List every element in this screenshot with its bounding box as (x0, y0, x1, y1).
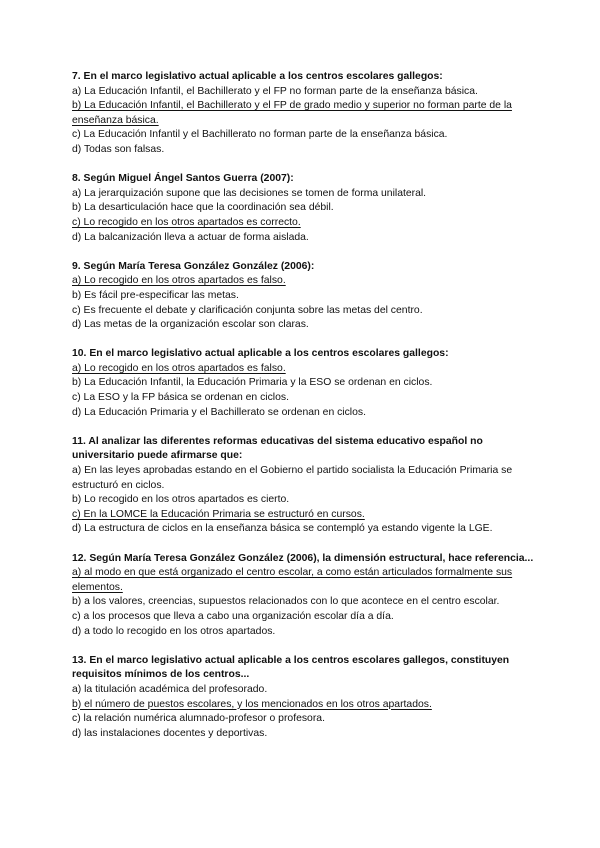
answer-option-d: d) La balcanización lleva a actuar de forma aislada. (72, 231, 309, 243)
question-12 (72, 552, 542, 640)
answer-option-a: a) la titulación académica del profesorado. (72, 683, 268, 695)
question-7 (72, 70, 542, 158)
question-title: 8. Según Miguel Ángel Santos Guerra (2007): (72, 173, 294, 185)
document-page (72, 70, 542, 756)
answer-option-a: a) En las leyes aprobadas estando en el Gobierno el partido socialista la Educación Primaria se estructuró en ciclos. (72, 465, 513, 491)
answer-option-a: a) La jerarquización supone que las decisiones se tomen de forma unilateral. (72, 187, 427, 199)
question-title: 12. Según María Teresa González González (2006), la dimensión estructural, hace referencia... (72, 552, 534, 564)
answer-option-b-underlined: b) La Educación Infantil, el Bachillerato y el FP de grado medio y superior no forman parte de la enseñanza básica. (72, 100, 512, 126)
answer-option-b-underlined: b) el número de puestos escolares, y los mencionados en los otros apartados. (72, 698, 432, 710)
answer-option-a: a) La Educación Infantil, el Bachillerato y el FP no forman parte de la enseñanza básica. (72, 85, 478, 97)
question-title: 10. En el marco legislativo actual aplicable a los centros escolares gallegos: (72, 348, 449, 360)
answer-option-a-underlined: a) al modo en que está organizado el centro escolar, a como están articulados formalmente sus elementos. (72, 567, 513, 593)
answer-option-d: d) Las metas de la organización escolar son claras. (72, 319, 309, 331)
question-title: 7. En el marco legislativo actual aplicable a los centros escolares gallegos: (72, 71, 443, 82)
answer-option-a-underlined: a) Lo recogido en los otros apartados es falso. (72, 362, 286, 374)
answer-option-c: c) la relación numérica alumnado-profesor o profesora. (72, 713, 325, 725)
question-title: 11. Al analizar las diferentes reformas educativas del sistema educativo español no universitario puede afirmarse que: (72, 435, 483, 462)
answer-option-c: c) La ESO y la FP básica se ordenan en ciclos. (72, 392, 289, 404)
question-8 (72, 172, 542, 245)
answer-option-d: d) La estructura de ciclos en la enseñanza básica se contempló ya estando vigente la LGE. (72, 523, 493, 535)
answer-option-b: b) Es fácil pre-especificar las metas. (72, 289, 239, 301)
answer-option-c: c) La Educación Infantil y el Bachillerato no forman parte de la enseñanza básica. (72, 129, 448, 141)
question-9 (72, 260, 542, 333)
answer-option-b: b) La Educación Infantil, la Educación Primaria y la ESO se ordenan en ciclos. (72, 377, 433, 389)
answer-option-c: c) Es frecuente el debate y clarificación conjunta sobre las metas del centro. (72, 304, 423, 316)
answer-option-d: d) las instalaciones docentes y deportivas. (72, 727, 268, 739)
question-13 (72, 654, 542, 742)
answer-option-c-underlined: c) Lo recogido en los otros apartados es correcto. (72, 216, 301, 228)
answer-option-a-underlined: a) Lo recogido en los otros apartados es falso. (72, 275, 286, 287)
answer-option-d: d) a todo lo recogido en los otros apartados. (72, 625, 276, 637)
answer-option-b: b) La desarticulación hace que la coordinación sea débil. (72, 202, 334, 214)
answer-option-b: b) Lo recogido en los otros apartados es cierto. (72, 494, 290, 506)
question-11 (72, 435, 542, 537)
question-title: 9. Según María Teresa González González (2006): (72, 260, 315, 272)
answer-option-d: d) Todas son falsas. (72, 143, 165, 155)
question-10 (72, 347, 542, 420)
answer-option-c-underlined: c) En la LOMCE la Educación Primaria se estructuró en cursos. (72, 508, 365, 520)
answer-option-b: b) a los valores, creencias, supuestos relacionados con lo que acontece en el centro escolar. (72, 596, 500, 608)
answer-option-d: d) La Educación Primaria y el Bachillerato se ordenan en ciclos. (72, 406, 366, 418)
question-title: 13. En el marco legislativo actual aplicable a los centros escolares gallegos, constituyen requisitos mínimos de los centros... (72, 654, 510, 681)
answer-option-c: c) a los procesos que lleva a cabo una organización escolar día a día. (72, 610, 394, 622)
